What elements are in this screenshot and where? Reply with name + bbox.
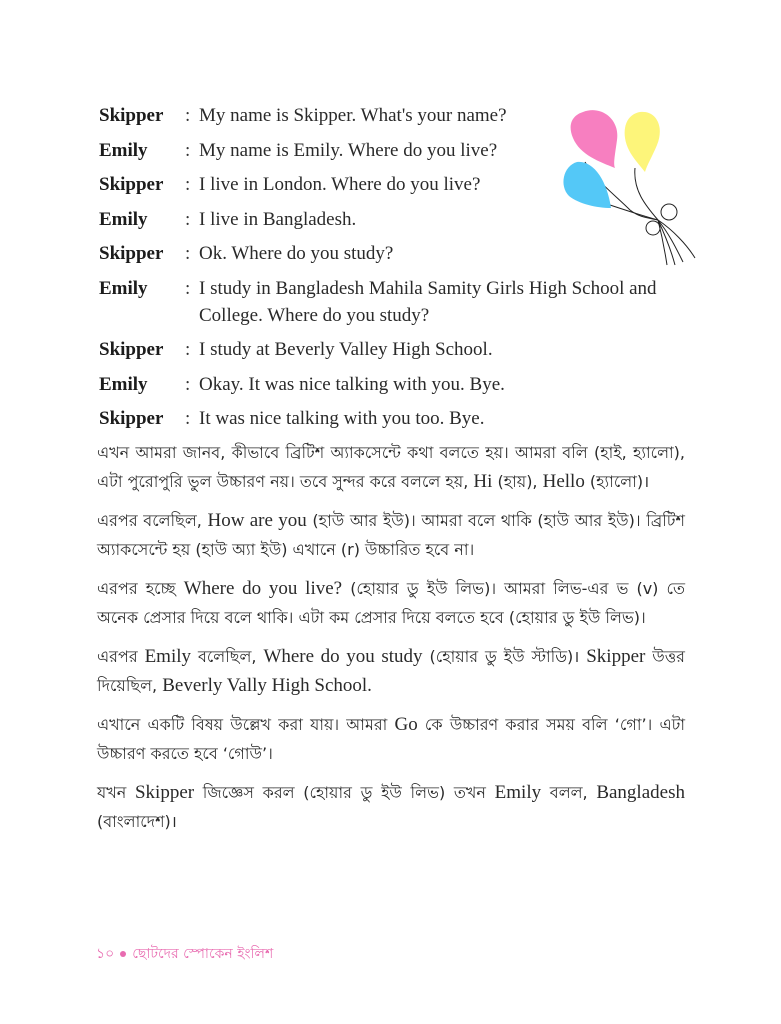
dialogue-text: My name is Emily. Where do you live? — [199, 139, 498, 161]
bengali-text: (বাংলাদেশ)। — [97, 812, 177, 831]
speaker-colon: : — [185, 408, 191, 429]
bengali-text: উত্তর দিয়েছিল, — [97, 647, 685, 695]
paragraph — [97, 438, 685, 496]
dialogue-text: I live in Bangladesh. — [199, 208, 357, 230]
speaker-colon: : — [185, 174, 191, 195]
bengali-text: বলেছিল, — [191, 647, 264, 666]
bengali-text: এরপর বলেছিল, — [97, 511, 208, 530]
bengali-text: এখন আমরা জানব, কীভাবে ব্রিটিশ অ্যাকসেন্টে কথা বলতে হয়। আমরা বলি (হাই, হ্যালো), এটা পুরোপুরি ভুল উচ্চারণ নয়। তবে সুন্দর করে বললে হয়, — [97, 443, 685, 491]
bengali-text: এখানে একটি বিষয় উল্লেখ করা যায়। আমরা — [97, 715, 395, 734]
speaker-name: Skipper — [99, 243, 164, 264]
english-phrase: Skipper — [134, 782, 195, 803]
speaker-colon: : — [185, 373, 191, 395]
paragraph — [97, 710, 685, 768]
english-phrase: Emily — [144, 646, 192, 667]
paragraph — [97, 642, 685, 700]
page-number: ১০ — [96, 946, 115, 962]
balloons-icon — [555, 100, 715, 270]
dialogue-text: My name is Skipper. What's your name? — [199, 105, 507, 126]
bengali-text: যখন — [97, 783, 135, 802]
bengali-text: বলল, — [541, 783, 597, 802]
dialogue-text: It was nice talking with you too. Bye. — [199, 408, 485, 429]
speaker-name: Skipper — [99, 105, 164, 126]
dialogue-line — [99, 405, 679, 432]
english-phrase: Bangladesh — [596, 782, 685, 803]
speaker-colon: : — [185, 105, 191, 126]
bengali-text: (হাউ আর ইউ)। আমরা বলে থাকি (হাউ আর ইউ)। ব্রিটিশ অ্যাকসেন্টে হয় (হাউ অ্যা ইউ) এখানে (r) উচ্চারিত হবে না। — [97, 511, 685, 559]
english-phrase: Where do you live? — [183, 578, 343, 599]
bullet-dot-icon — [120, 951, 126, 957]
dialogue-line — [99, 275, 679, 329]
dialogue-line — [99, 371, 679, 398]
english-phrase: Where do you study — [263, 646, 423, 667]
english-phrase: Hi — [473, 471, 493, 492]
speaker-name: Emily — [99, 208, 148, 230]
dialogue-line — [99, 336, 679, 363]
speaker-name: Emily — [99, 139, 148, 161]
bengali-text: জিজ্ঞেস করল (হোয়ার ডু ইউ লিভ) তখন — [194, 783, 495, 802]
speaker-colon: : — [185, 339, 191, 360]
english-phrase: Go — [394, 714, 418, 735]
bengali-text: (হোয়ার ডু ইউ লিভ)। আমরা লিভ-এর ভ (v) তে অনেক প্রেসার দিয়ে বলে থাকি। এটা কম প্রেসার দিয়ে বলতে হবে (হোয়ার ডু ইউ লিভ)। — [97, 579, 685, 627]
speaker-name: Skipper — [99, 174, 164, 195]
english-phrase: How are you — [207, 510, 307, 531]
bengali-text: (হ্যালো)। — [584, 472, 650, 491]
paragraph — [97, 506, 685, 564]
dialogue-text: I study at Beverly Valley High School. — [199, 339, 493, 360]
speaker-name: Skipper — [99, 408, 164, 429]
speaker-name: Skipper — [99, 339, 164, 360]
dialogue-text: I live in London. Where do you live? — [199, 174, 481, 195]
bengali-text: এরপর হচ্ছে — [97, 579, 184, 598]
paragraph — [97, 574, 685, 632]
speaker-colon: : — [185, 208, 191, 230]
english-phrase: Beverly Vally High School. — [162, 675, 372, 696]
balloons-illustration — [555, 100, 715, 270]
speaker-colon: : — [185, 139, 191, 161]
speaker-name: Emily — [99, 373, 148, 395]
bengali-text: কে উচ্চারণ করার সময় বলি ‘গো’। এটা উচ্চারণ করতে হবে ‘গোউ’। — [97, 715, 685, 763]
dialogue-text: I study in Bangladesh Mahila Samity Girls High School and College. Where do you study? — [199, 277, 657, 326]
bengali-text: (হায়), — [492, 472, 543, 491]
speaker-name: Emily — [99, 277, 148, 299]
dialogue-text: Ok. Where do you study? — [199, 243, 394, 264]
speaker-colon: : — [185, 277, 191, 299]
page-footer — [96, 942, 273, 966]
english-phrase: Emily — [494, 782, 542, 803]
explanation-text — [97, 438, 685, 846]
bengali-text: এরপর — [97, 647, 145, 666]
english-phrase: Hello — [542, 471, 585, 492]
bengali-text: (হোয়ার ডু ইউ স্টাডি)। — [422, 647, 587, 666]
dialogue-text: Okay. It was nice talking with you. Bye. — [199, 373, 505, 395]
book-title: ছোটদের স্পোকেন ইংলিশ — [132, 946, 274, 962]
speaker-colon: : — [185, 243, 191, 264]
english-phrase: Skipper — [586, 646, 646, 667]
paragraph — [97, 778, 685, 836]
